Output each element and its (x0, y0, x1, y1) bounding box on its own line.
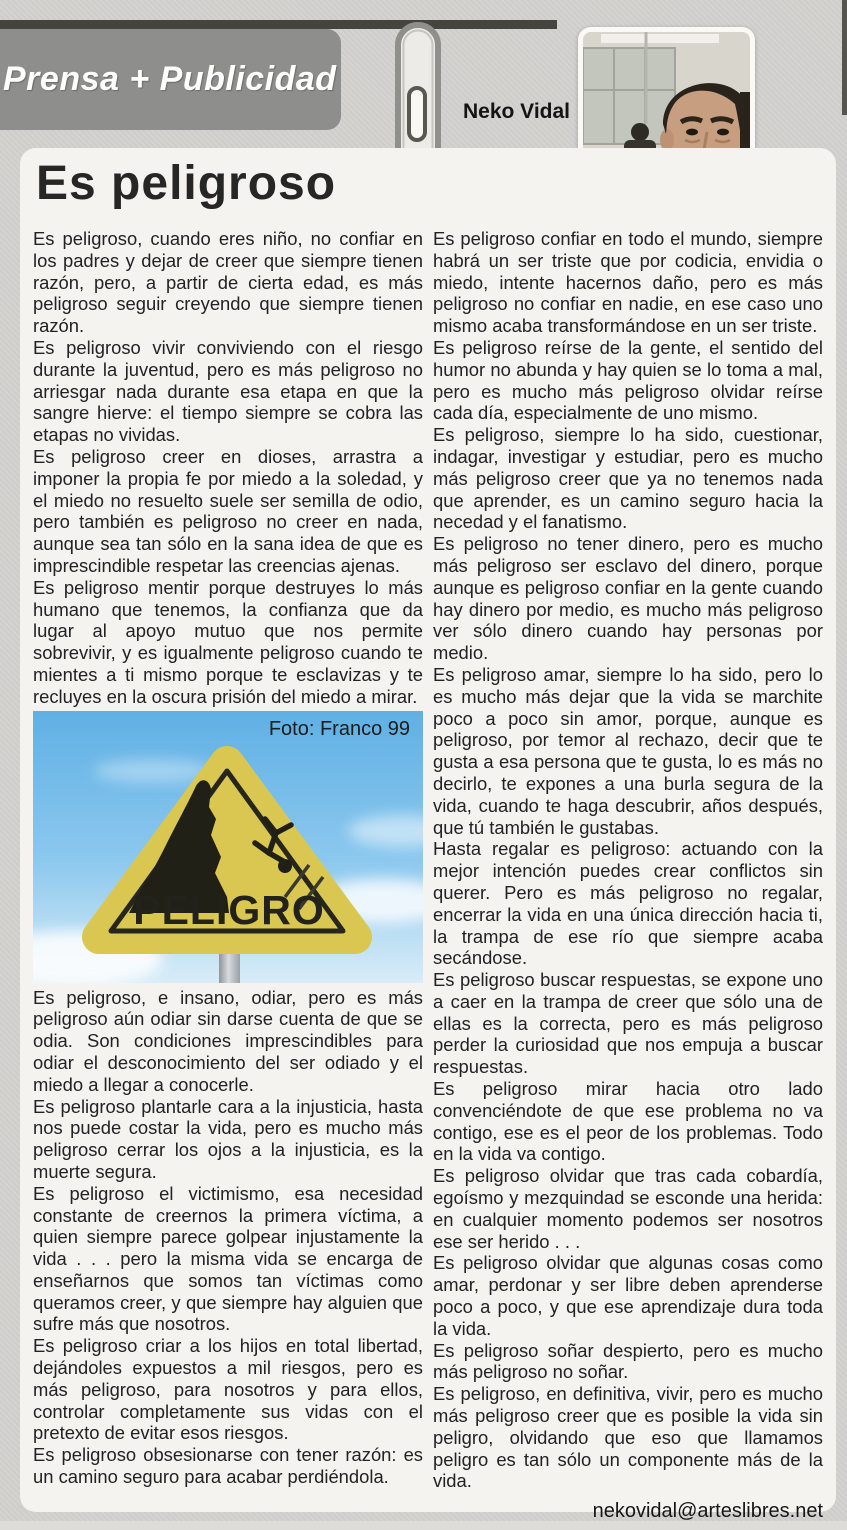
header-rule-bar (0, 20, 557, 29)
paragraph: Es peligroso mirar hacia otro lado convenciéndote de que ese problema no va contigo, ese es el peor de los problemas. Todo en la vida va contigo. (433, 1078, 823, 1165)
page-title: Es peligroso (36, 157, 337, 210)
section-banner (0, 29, 341, 130)
paragraph: Es peligroso vivir conviviendo con el riesgo durante la juventud, pero es más peligroso no arriesgar nada durante esa etapa en que la sangre hierve: el tiempo siempre se cobra las etapas no vividas. (33, 336, 423, 446)
paragraph: Es peligroso obsesionarse con tener razón: es un camino seguro para acabar perdiéndola. (33, 1444, 423, 1488)
paragraph: Es peligroso mentir porque destruyes lo más humano que tenemos, la confianza que da lugar al apoyo mutuo que nos permite sobrevivir, y es igualmente peligroso cuando te mientes a ti mismo porque te esclavizas y te recluyes en la oscura prisión del miedo a mirar. (33, 576, 423, 707)
paragraph: Es peligroso amar, siempre lo ha sido, pero lo es mucho más dejar que la vida se marchite poco a poco sin amor, porque, aunque es peligroso, por temor al rechazo, decir que te gusta a esa persona que te gusta, lo es más no decirlo, te expones a una burla segura de la vida, cuando te haga descubrir, años después, que tú también le gustabas. (433, 663, 823, 838)
article-panel (20, 148, 836, 1523)
paragraph: Es peligroso, e insano, odiar, pero es más peligroso aún odiar sin darse cuenta de que se odia. Son condiciones imprescindibles para odiar el desconocimiento del ser odiado y el miedo a llegar a conocerle. (33, 986, 423, 1095)
paragraph: Es peligroso, cuando eres niño, no confiar en los padres y dejar de creer que siempre tienen razón, pero, a partir de cierta edad, es más peligroso seguir creyendo que siempre tienen razón. (33, 228, 423, 337)
paragraph: Hasta regalar es peligroso: actuando con la mejor intención puedes crear conflictos sin querer. Pero es más peligroso no regalar, encerrar la vida en una única dirección hacia ti, la trampa de ese río que siempre acaba secándose. (433, 838, 823, 969)
paragraph: Es peligroso reírse de la gente, el sentido del humor no abunda y hay quien se lo toma a mal, pero es mucho más peligroso olvidar reírse cada día, especialmente de uno mismo. (433, 336, 823, 424)
paragraph: Es peligroso olvidar que algunas cosas como amar, perdonar y ser libre deben aprenderse poco a poco, y que ese aprendizaje dura toda la vida. (433, 1252, 823, 1339)
paragraph: Es peligroso olvidar que tras cada cobardía, egoísmo y mezquindad se esconde una herida: en cualquier momento podemos ser nosotros ese ser herido . . . (433, 1165, 823, 1252)
article-column-left (33, 228, 423, 1488)
paragraph: Es peligroso, siempre lo ha sido, cuestionar, indagar, investigar y estudiar, pero es mucho más peligroso creer que ya no tenemos nada que aprender, es un camino seguro hacia la necedad y el fanatismo. (433, 424, 823, 533)
danger-sign-photo (33, 711, 423, 983)
section-label: Prensa + Publicidad (3, 60, 337, 98)
paragraph: Es peligroso creer en dioses, arrastra a imponer la propia fe por miedo a la soledad, y el miedo no resuelto suele ser semilla de odio, pero también es peligroso no creer en nada, aunque sea tan sólo en la sana idea de que es imprescindible respetar las creencias ajenas. (33, 445, 423, 576)
paragraph: Es peligroso confiar en todo el mundo, siempre habrá un ser triste que por codicia, envidia o miedo, intente hacernos daño, pero es más peligroso no confiar en nadie, en ese caso uno mismo acaba transformándose en un ser triste. (433, 228, 823, 337)
paragraph: Es peligroso, en definitiva, vivir, pero es mucho más peligroso creer que es posible la vida sin peligro, olvidando que eso que llamamos peligro es tan sólo un componente más de la vida. (433, 1383, 823, 1492)
scan-edge-shadow (842, 0, 847, 115)
paragraph: Es peligroso no tener dinero, pero es mucho más peligroso ser esclavo del dinero, porque aunque es peligroso confiar en la gente cuando hay dinero por medio, es mucho más peligroso ver sólo dinero cuando hay personas por medio. (433, 533, 823, 664)
paragraph: Es peligroso criar a los hijos en total libertad, dejándoles expuestos a mil riesgos, pero es más peligroso, para nosotros y para ellos, controlar completamente sus vidas con el pretexto de evitar esos riesgos. (33, 1335, 423, 1444)
paragraph: Es peligroso plantarle cara a la injusticia, hasta nos puede costar la vida, pero es mucho más peligroso cerrar los ojos a la injusticia, es la muerte segura. (33, 1095, 423, 1182)
paragraph: Es peligroso el victimismo, esa necesidad constante de creernos la primera víctima, a quien siempre parece golpear injustamente la vida . . . pero la misma vida se encarga de enseñarnos que somos tan víctimas como queramos creer, y que siempre hay alguien que sufre más que nosotros. (33, 1182, 423, 1335)
paragraph: Es peligroso buscar respuestas, se expone uno a caer en la trampa de creer que sólo una de ellas es la correcta, pero es más peligroso perder la curiosidad que nos empuja a buscar respuestas. (433, 969, 823, 1078)
contact-email: nekovidal@arteslibres.net (592, 1500, 823, 1523)
photo-caption: Foto: Franco 99 (268, 717, 410, 740)
article-column-right (433, 228, 823, 1523)
paragraph: Es peligroso soñar despierto, pero es mucho más peligroso no soñar. (433, 1339, 823, 1383)
danger-sign-text: PELIGRO (133, 886, 325, 933)
author-name: Neko Vidal (463, 100, 570, 123)
